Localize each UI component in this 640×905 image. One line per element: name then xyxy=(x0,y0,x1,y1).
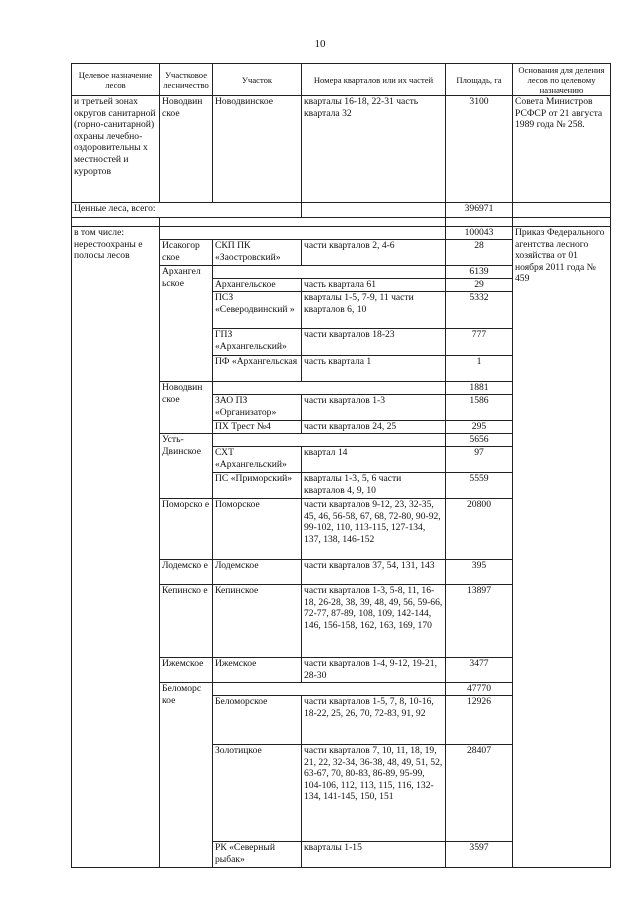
blocks-cell: части кварталов 9-12, 23, 32-35, 45, 46, 56-58, 67, 68, 72-80, 90-92, 99-102, 110, 113-115, 127-134, 137, 138, 146-152 xyxy=(302,499,446,560)
area-cell: 3100 xyxy=(446,96,513,203)
district-cell: Поморско е xyxy=(160,499,213,560)
header-basis: Основания для деления лесов по целевому назначению xyxy=(513,64,611,96)
site-cell: ПСЗ «Северодвинский » xyxy=(213,292,302,329)
area-cell: 12926 xyxy=(446,696,513,745)
site-cell: СХТ «Архангельский» xyxy=(213,447,302,473)
site-cell: Лодемское xyxy=(213,560,302,585)
blocks-cell: части кварталов 1-3 xyxy=(302,395,446,421)
blocks-cell: квартал 14 xyxy=(302,447,446,473)
site-cell: РК «Северный рыбак» xyxy=(213,842,302,868)
blocks-cell: часть квартала 1 xyxy=(302,356,446,382)
blocks-cell: части кварталов 1-3, 5-8, 11, 16-18, 26-28, 38, 39, 48, 49, 56, 59-66, 72-77, 87-89, 108, 109, 142-144, 146, 156-158, 162, 163, 169, 170 xyxy=(302,585,446,658)
district-subtotal: 6139 xyxy=(446,266,513,279)
site-cell: Беломорское xyxy=(213,696,302,745)
purpose-cell: и третьей зонах округов санитарной (горно-санитарной) охраны лечебно-оздоровительны х местностей и курортов xyxy=(72,96,160,203)
district-cell: Усть-Двинское xyxy=(160,434,213,499)
header-site: Участок xyxy=(213,64,302,96)
including-label: в том числе: xyxy=(74,227,125,238)
table-row-valuable-total xyxy=(72,203,611,218)
site-cell: Золотицкое xyxy=(213,745,302,842)
site-cell: Ижемское xyxy=(213,658,302,683)
district-cell: Беломорс кое xyxy=(160,683,213,868)
blocks-cell: кварталы 1-15 xyxy=(302,842,446,868)
blocks-cell: кварталы 16-18, 22-31 часть квартала 32 xyxy=(302,96,446,203)
district-cell: Лодемско е xyxy=(160,560,213,585)
header-district: Участковое лесничество xyxy=(160,64,213,96)
area-cell: 5559 xyxy=(446,473,513,499)
site-cell: ГПЗ «Архангельский» xyxy=(213,329,302,356)
blocks-cell: части кварталов 1-5, 7, 8, 10-16, 18-22, 25, 26, 70, 72-83, 91, 92 xyxy=(302,696,446,745)
order-basis-cell: Приказ Федерального агентства лесного хозяйства от 01 ноября 2011 года № 459 xyxy=(513,227,611,868)
including-area: 100043 xyxy=(446,227,513,240)
area-cell: 3477 xyxy=(446,658,513,683)
area-cell: 13897 xyxy=(446,585,513,658)
site-cell: ПФ «Архангельская xyxy=(213,356,302,382)
site-cell: Новодвинское xyxy=(213,96,302,203)
site-cell: ПХ Трест №4 xyxy=(213,421,302,434)
valuable-area: 396971 xyxy=(446,203,513,218)
header-area: Площадь, га xyxy=(446,64,513,96)
site-cell: ПС «Приморский» xyxy=(213,473,302,499)
site-cell: ЗАО ПЗ «Организатор» xyxy=(213,395,302,421)
blocks-cell: части кварталов 18-23 xyxy=(302,329,446,356)
blocks-cell: часть квартала 61 xyxy=(302,279,446,292)
valuable-label: Ценные леса, всего: xyxy=(72,203,302,218)
page-number: 10 xyxy=(314,38,326,50)
area-cell: 28 xyxy=(446,240,513,266)
area-cell: 5332 xyxy=(446,292,513,329)
district-subtotal: 47770 xyxy=(446,683,513,696)
site-cell: Поморское xyxy=(213,499,302,560)
blocks-cell: части кварталов 1-4, 9-12, 19-21, 28-30 xyxy=(302,658,446,683)
table-row-gap xyxy=(72,218,611,227)
header-blocks: Номера кварталов или их частей xyxy=(302,64,446,96)
area-cell: 97 xyxy=(446,447,513,473)
site-cell: СКП ПК «Заостровский» xyxy=(213,240,302,266)
site-cell: Архангельское xyxy=(213,279,302,292)
area-cell: 29 xyxy=(446,279,513,292)
area-cell: 28407 xyxy=(446,745,513,842)
blocks-cell: кварталы 1-3, 5, 6 части кварталов 4, 9, 10 xyxy=(302,473,446,499)
blocks-cell: части кварталов 7, 10, 11, 18, 19, 21, 22, 32-34, 36-38, 48, 49, 51, 52, 63-67, 70, 80-83, 86-89, 95-99, 104-106, 112, 113, 115, 116, 132-134, 141-145, 150, 151 xyxy=(302,745,446,842)
area-cell: 1586 xyxy=(446,395,513,421)
district-subtotal: 1881 xyxy=(446,382,513,395)
area-cell: 395 xyxy=(446,560,513,585)
forest-registry-table xyxy=(71,63,611,868)
district-cell: Архангел ьское xyxy=(160,266,213,382)
site-cell: Кепинское xyxy=(213,585,302,658)
table-row xyxy=(72,96,611,203)
blocks-cell: части кварталов 24, 25 xyxy=(302,421,446,434)
spawning-strip-label: нерестоохраны е полосы лесов xyxy=(74,238,143,262)
table-header-row xyxy=(72,64,611,96)
district-cell: Исакогор ское xyxy=(160,240,213,266)
district-cell: Новодвин ское xyxy=(160,96,213,203)
area-cell: 3597 xyxy=(446,842,513,868)
area-cell: 1 xyxy=(446,356,513,382)
area-cell: 295 xyxy=(446,421,513,434)
district-subtotal: 5656 xyxy=(446,434,513,447)
district-cell: Ижемское xyxy=(160,658,213,683)
blocks-cell: части кварталов 37, 54, 131, 143 xyxy=(302,560,446,585)
category-cell xyxy=(72,227,160,868)
basis-cell: Совета Министров РСФСР от 21 августа 1989 года № 258. xyxy=(513,96,611,203)
area-cell: 777 xyxy=(446,329,513,356)
area-cell: 20800 xyxy=(446,499,513,560)
table-row xyxy=(72,227,611,240)
district-cell: Кепинско е xyxy=(160,585,213,658)
district-cell: Новодвин ское xyxy=(160,382,213,434)
header-purpose: Целевое назначение лесов xyxy=(72,64,160,96)
blocks-cell: части кварталов 2, 4-6 xyxy=(302,240,446,266)
blocks-cell: кварталы 1-5, 7-9, 11 части кварталов 6, 10 xyxy=(302,292,446,329)
